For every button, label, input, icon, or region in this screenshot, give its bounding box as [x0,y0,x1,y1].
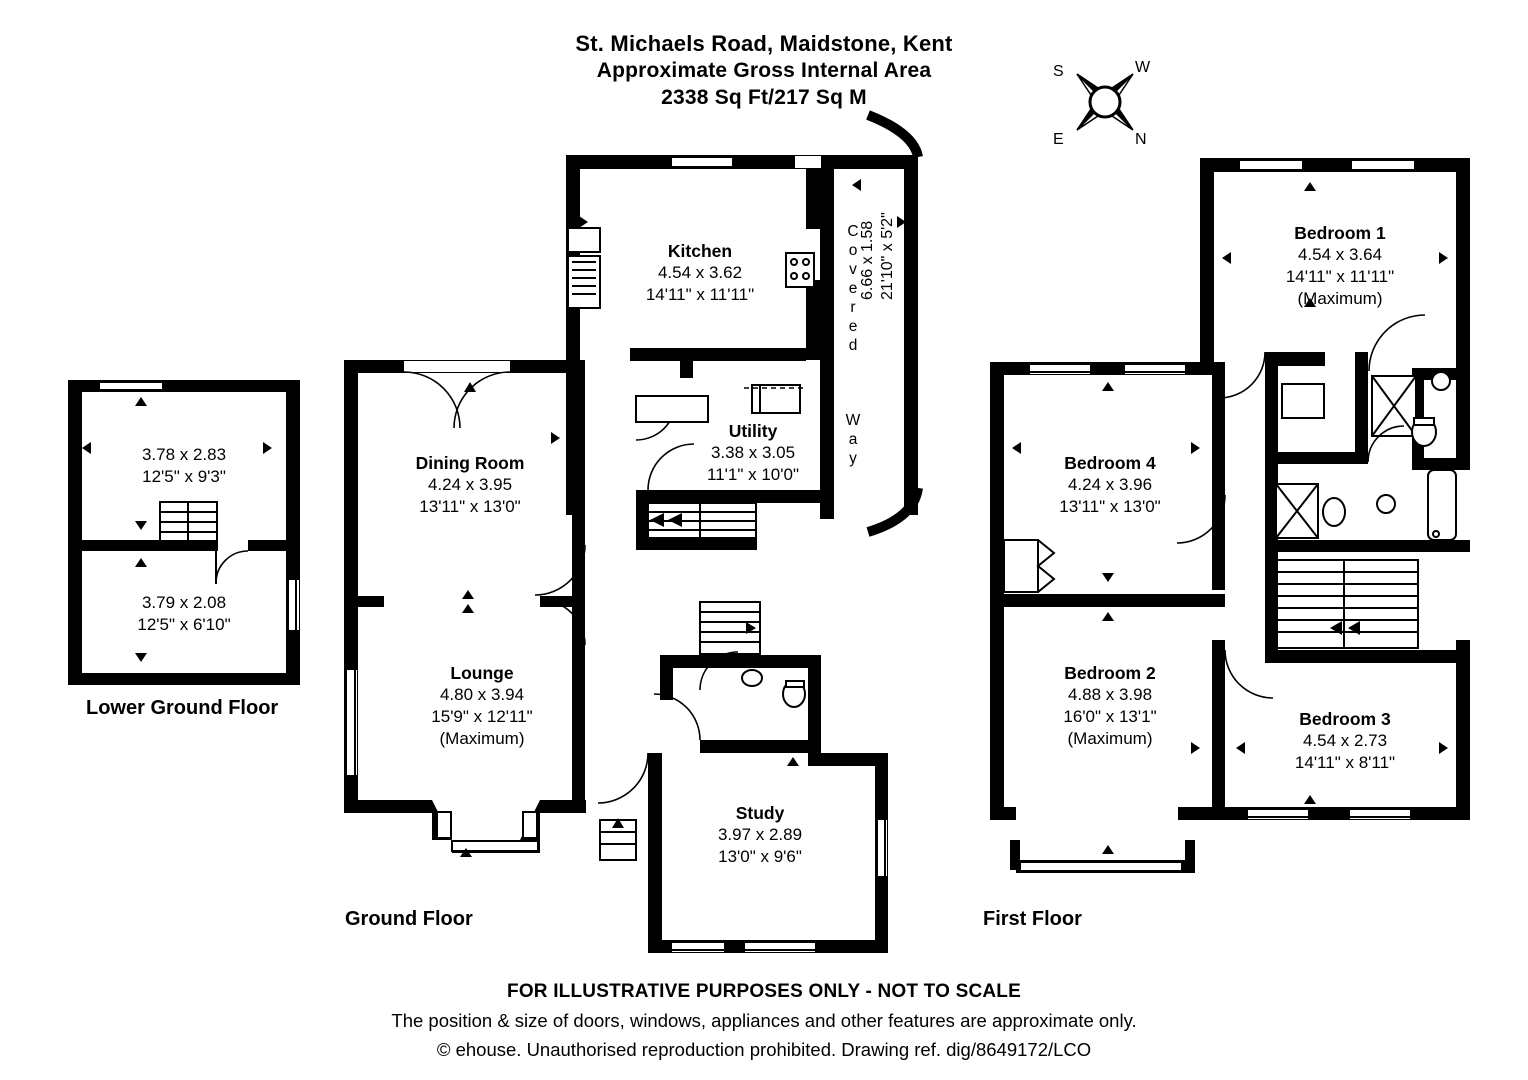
covered-way-letter-3: v [849,261,857,278]
room-dim-imperial: 12'5" x 6'10" [137,615,231,634]
room-dim-imperial: 21'10" x 5'2" [879,212,896,300]
covered-way-letter-2: o [848,242,858,259]
compass-label-west: W [1135,59,1151,76]
room-label-bedroom-4 [1010,452,1210,518]
room-dim-imperial: 15'9" x 12'11" [431,707,533,726]
room-dim-imperial: 11'1" x 10'0" [707,465,799,484]
footer-line-2: The position & size of doors, windows, appliances and other features are approximate only. [391,1010,1137,1031]
covered-way-letter-1: C [847,223,859,240]
room-label-bedroom-2 [1010,662,1210,750]
room-dim-imperial: 13'11" x 13'0" [1059,497,1161,516]
room-dim-metric: 4.24 x 3.95 [427,475,513,494]
room-dim-metric: 3.78 x 2.83 [141,445,227,464]
room-name: Bedroom 2 [1064,663,1156,683]
plan-area-value: 2338 Sq Ft/217 Sq M [661,86,867,109]
room-dim-metric: 4.54 x 2.73 [1302,731,1388,750]
room-dim-note: (Maximum) [439,729,525,748]
room-label-lounge [382,662,582,750]
floor-title-first: First Floor [983,908,1082,930]
covered-way-letter-10: y [849,450,857,467]
plan-area-caption: Approximate Gross Internal Area [596,59,932,82]
footer-disclaimer [0,978,1528,1064]
room-dim-metric: 3.38 x 3.05 [710,443,796,462]
covered-way-letter-6: e [848,318,858,335]
room-label-lower-ground-lower [78,592,290,636]
room-dim-imperial: 13'11" x 13'0" [419,497,521,516]
room-name: Kitchen [667,241,733,261]
room-dim-metric: 4.24 x 3.96 [1067,475,1153,494]
room-dim-metric: 3.97 x 2.89 [717,825,803,844]
floor-title-lower-ground: Lower Ground Floor [86,697,279,719]
room-label-bedroom-3 [1245,708,1445,774]
room-label-bedroom-1 [1240,222,1440,310]
room-dim-imperial: 14'11" x 11'11" [1285,267,1395,286]
room-dim-metric: 4.88 x 3.98 [1067,685,1153,704]
room-dim-imperial: 16'0" x 13'1" [1063,707,1157,726]
room-dim-metric: 4.80 x 3.94 [439,685,525,704]
covered-way-dimensions [858,212,898,300]
room-name: Bedroom 1 [1294,223,1386,243]
covered-way-letter-4: e [848,280,858,297]
covered-way-letter-7: d [848,337,858,354]
room-name: Bedroom 4 [1064,453,1156,473]
room-label-utility [660,420,846,486]
covered-way-gap [841,355,865,411]
covered-way-letter-9: a [848,431,858,448]
covered-way-letter-8: W [845,412,861,429]
room-label-study [660,802,860,868]
room-name: Utility [728,421,778,441]
compass-label-north: N [1135,131,1147,148]
room-dim-note: (Maximum) [1067,729,1153,748]
plan-address: St. Michaels Road, Maidstone, Kent [575,31,953,56]
room-dim-metric: 4.54 x 3.62 [657,263,743,282]
room-dim-note: (Maximum) [1297,289,1383,308]
room-dim-imperial: 13'0" x 9'6" [718,847,802,866]
room-label-lower-ground-upper [78,444,290,488]
room-label-kitchen [600,240,800,306]
room-dim-imperial: 14'11" x 11'11" [645,285,755,304]
footer-line-1: FOR ILLUSTRATIVE PURPOSES ONLY - NOT TO SCALE [507,981,1021,1002]
room-dim-metric: 3.79 x 2.08 [141,593,227,612]
lower-ground-floor-plan [68,380,300,685]
compass-label-east: E [1053,131,1064,148]
footer-line-3: © ehouse. Unauthorised reproduction prohibited. Drawing ref. dig/8649172/LCO [436,1039,1092,1060]
compass-label-south: S [1053,63,1064,80]
room-label-dining-room [370,452,570,518]
room-name: Bedroom 3 [1299,709,1391,729]
covered-way-letter-5: r [850,299,856,316]
room-dim-metric: 4.54 x 3.64 [1297,245,1383,264]
room-dim-metric: 6.66 x 1.58 [859,220,876,300]
room-dim-imperial: 14'11" x 8'11" [1294,753,1396,772]
room-dim-imperial: 12'5" x 9'3" [142,467,226,486]
room-name: Study [735,803,785,823]
room-name: Lounge [450,663,514,683]
room-name: Dining Room [415,453,525,473]
floor-title-ground: Ground Floor [345,908,473,930]
